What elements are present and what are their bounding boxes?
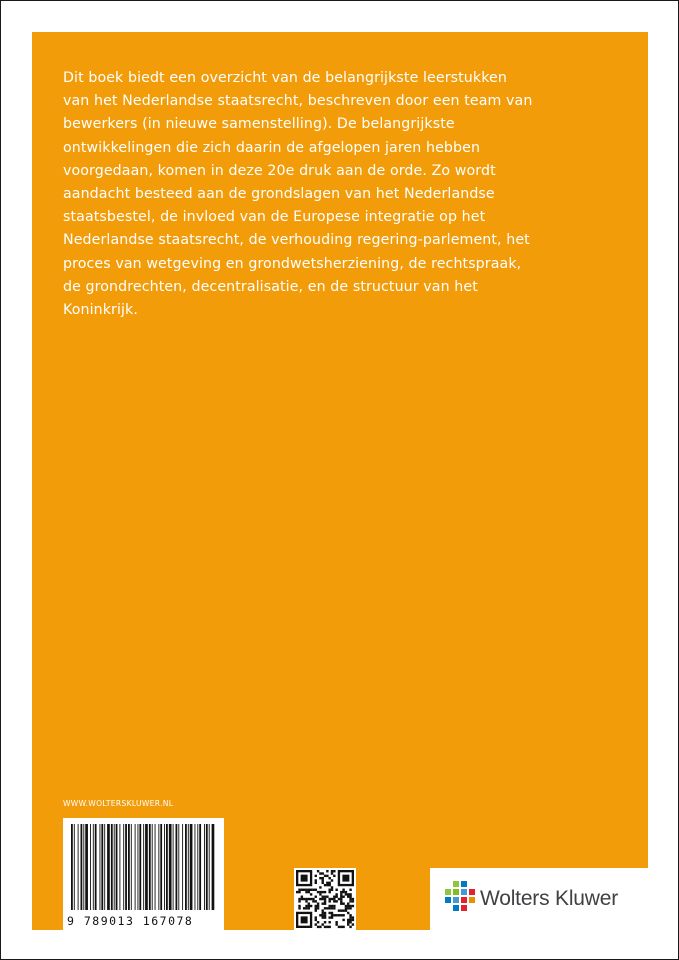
barcode-icon [69,824,218,912]
publisher-logo [430,868,648,930]
wolters-kluwer-logo-icon [444,881,476,913]
blurb-text: Dit boek biedt een overzicht van de belangrijkste leerstukken van het Nederlandse staatsrecht, beschreven door een team van bewerkers (in nieuwe samenstelling). De belangrijkste ontwikkelingen die zich daarin de afgelopen jaren hebben voorgedaan, komen in deze 20e druk aan de orde. Zo wordt aandacht besteed aan de grondslagen van het Nederlandse staatsbestel, de invloed van de Europese integratie op het Nederlandse staatsrecht, de verhouding regering-parlement, het proces van wetgeving en grondwetsherziening, de rechtspraak, de grondrechten, decentralisatie, en de structuur van het Koninkrijk. [63,70,533,319]
publisher-name: Wolters Kluwer [480,887,619,910]
barcode [63,818,224,930]
qr-code-icon [294,868,356,930]
isbn-number: 9 789013 167078 [67,914,194,928]
qr-code [294,868,356,930]
website-url[interactable]: WWW.WOLTERSKLUWER.NL [63,799,174,808]
